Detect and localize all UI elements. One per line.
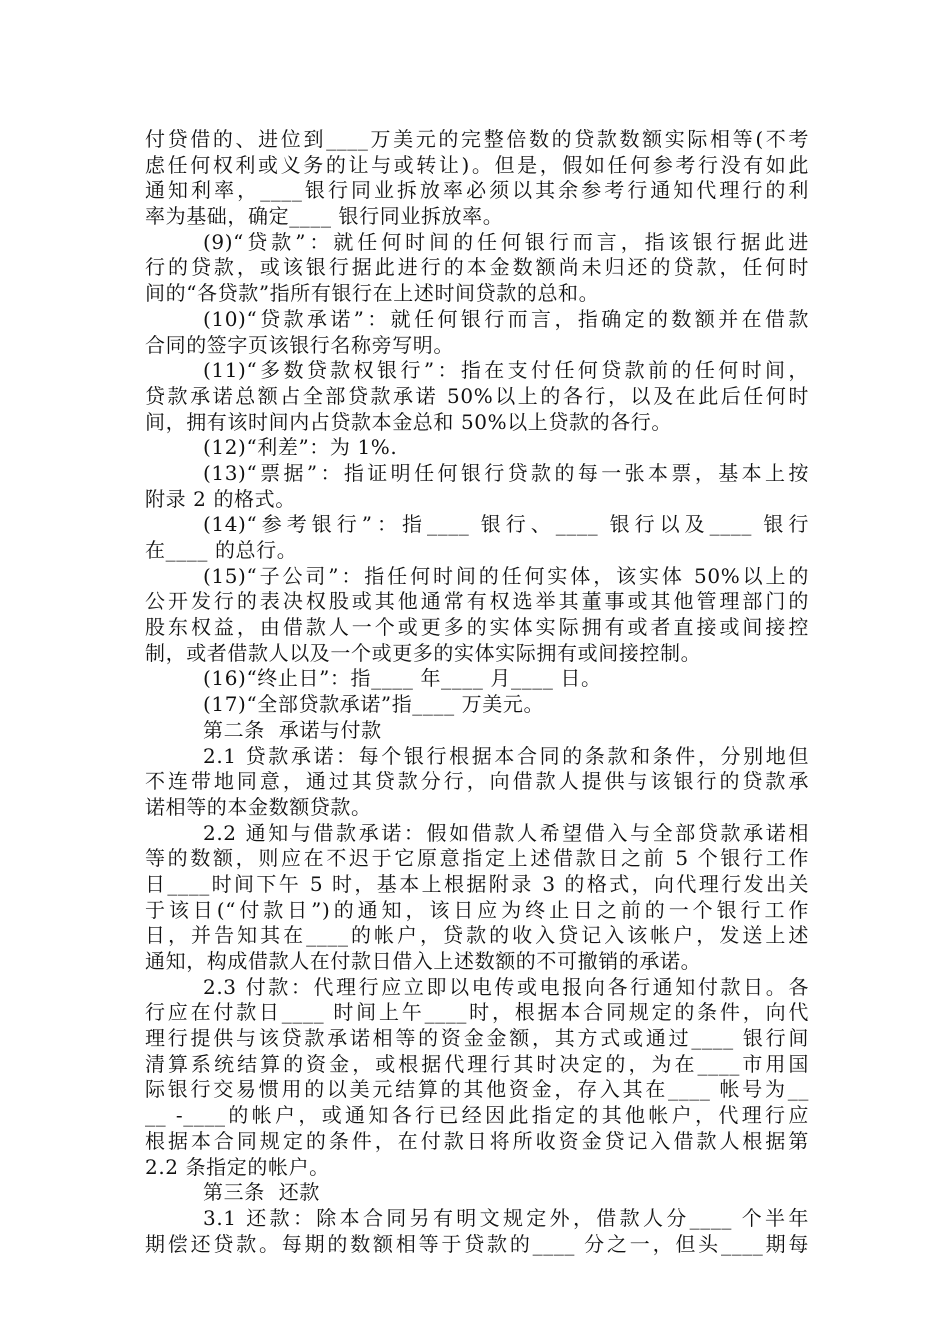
text-line: 通知，构成借款人在付款日借入上述数额的不可撤销的承诺。 [145, 949, 702, 973]
text-line: 贷款承诺总额占全部贷款承诺 50%以上的各行，以及在此后任何时 [145, 383, 809, 408]
text-line: 2.1 贷款承诺：每个银行根据本合同的条款和条件，分别地但 [203, 743, 809, 768]
text-line: 合同的签字页该银行名称旁写明。 [145, 332, 454, 357]
text-line: (12)“利差”：为 1%. [203, 435, 398, 460]
text-line: 付贷借的、进位到____万美元的完整倍数的贷款数额实际相等(不考 [145, 127, 809, 151]
text-line: (9)“贷款”：就任何时间的任何银行而言，指该银行据此进 [203, 229, 809, 254]
text-line: 间的“各贷款”指所有银行在上述时间贷款的总和。 [145, 281, 600, 306]
text-line: 不连带地同意，通过其贷款分行，向借款人提供与该银行的贷款承 [145, 769, 809, 794]
text-line: 日，并告知其在____的帐户，贷款的收入贷记入该帐户，发送上述 [145, 923, 809, 948]
text-line: 率为基础，确定____ 银行同业拆放率。 [145, 204, 504, 229]
text-line: 根据本合同规定的条件，在付款日将所收资金贷记入借款人根据第 [145, 1128, 809, 1153]
text-line: (13)“票据”：指证明任何银行贷款的每一张本票，基本上按 [203, 460, 809, 485]
text-line: 清算系统结算的资金，或根据代理行其时决定的，为在____市用国 [145, 1051, 809, 1076]
text-line: 期偿还贷款。每期的数额相等于贷款的____ 分之一，但头____期每 [145, 1231, 809, 1256]
text-line: 公开发行的表决权股或其他通常有权选举其董事或其他管理部门的 [145, 589, 809, 614]
text-line: 2.2 条指定的帐户。 [145, 1154, 330, 1179]
text-line: __ -____的帐户，或通知各行已经因此指定的其他帐户，代理行应 [145, 1103, 809, 1128]
text-line: 虑任何权利或义务的让与或转让)。但是，假如任何参考行没有如此 [145, 152, 809, 177]
text-line: 附录 2 的格式。 [145, 486, 296, 511]
document-body [145, 127, 809, 1257]
text-line: 第三条 还款 [203, 1180, 320, 1205]
text-line: 际银行交易惯用的以美元结算的其他资金，存入其在____ 帐号为__ [145, 1077, 809, 1102]
text-line: 等的数额，则应在不迟于它原意指定上述借款日之前 5 个银行工作 [145, 846, 809, 871]
text-line: 股东权益，由借款人一个或更多的实体实际拥有或者直接或间接控 [145, 615, 809, 640]
text-line: 诺相等的本金数额贷款。 [145, 794, 372, 819]
text-line: 理行提供与该贷款承诺相等的资金金额，其方式或通过____ 银行间 [145, 1026, 809, 1051]
text-line: (10)“贷款承诺”：就任何银行而言，指确定的数额并在借款 [203, 306, 809, 331]
text-line: (16)“终止日”：指____ 年____ 月____ 日。 [203, 666, 602, 691]
text-line: (17)“全部贷款承诺”指____ 万美元。 [203, 692, 545, 717]
text-line: 第二条 承诺与付款 [203, 717, 382, 742]
text-line: 制，或者借款人以及一个或更多的实体实际拥有或间接控制。 [145, 640, 702, 665]
text-line: (11)“多数贷款权银行”：指在支付任何贷款前的任何时间， [203, 358, 809, 383]
text-line: (14)“参考银行”：指____ 银行、____ 银行以及____ 银行 [203, 512, 809, 537]
text-line: 3.1 还款：除本合同另有明文规定外，借款人分____ 个半年 [203, 1205, 809, 1230]
text-line: 通知利率，____银行同业拆放率必须以其余参考行通知代理行的利 [145, 178, 809, 203]
text-line: 日____时间下午 5 时，基本上根据附录 3 的格式，向代理行发出关 [145, 871, 809, 896]
text-line: 于该日(“付款日”)的通知，该日应为终止日之前的一个银行工作 [145, 897, 809, 922]
text-line: 2.3 付款：代理行应立即以电传或电报向各行通知付款日。各 [203, 974, 809, 999]
text-line: 行的贷款，或该银行据此进行的本金数额尚未归还的贷款，任何时 [145, 255, 809, 280]
text-line: 间，拥有该时间内占贷款本金总和 50%以上贷款的各行。 [145, 409, 673, 434]
text-line: 在____ 的总行。 [145, 538, 298, 562]
text-line: (15)“子公司”：指任何时间的任何实体，该实体 50%以上的 [203, 563, 809, 588]
text-line: 2.2 通知与借款承诺：假如借款人希望借入与全部贷款承诺相 [203, 820, 809, 845]
text-line: 行应在付款日____ 时间上午____时，根据本合同规定的条件，向代 [145, 1000, 809, 1025]
